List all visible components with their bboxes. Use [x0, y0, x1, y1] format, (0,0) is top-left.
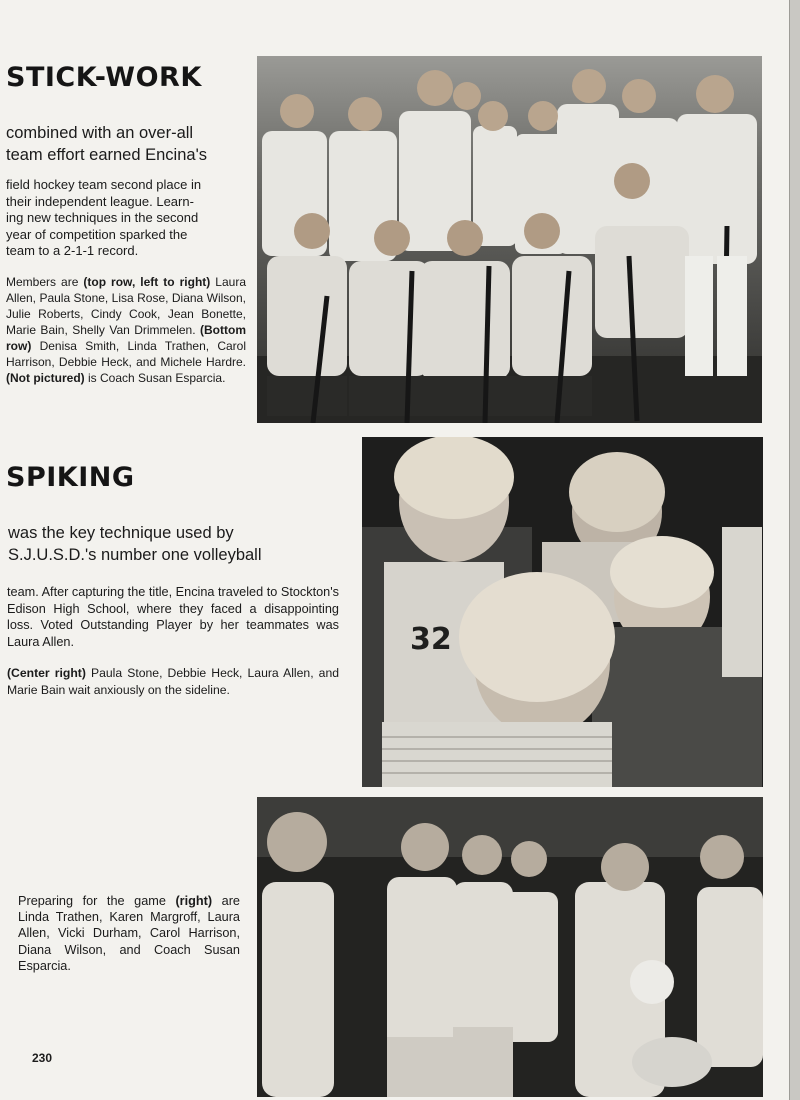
- members-top-row-names: Laura Allen, Paula Stone, Lisa Rose, Diana Wilson, Julie Roberts, Cindy Cook, Jean Bonette, Marie Bain, Shelly Van Drimmelen.: [6, 275, 246, 337]
- spiking-headline: SPIKING: [6, 462, 135, 493]
- spiking-lead-line1: was the key technique used by: [8, 524, 234, 542]
- page-edge: [790, 0, 800, 1100]
- stickwork-body: [6, 177, 241, 260]
- game-preparation-photo: [257, 797, 763, 1097]
- preparing-label: (right): [175, 894, 213, 908]
- spiking-caption: [7, 665, 339, 698]
- stickwork-body-line: ing new techniques in the second: [6, 210, 199, 226]
- spiking-lead: [8, 522, 262, 566]
- members-top-row-label: (top row, left to right): [83, 275, 211, 289]
- members-bottom-row-label: (Bottom row): [6, 323, 246, 353]
- spiking-body: team. After capturing the title, Encina traveled to Stockton's Edison High School, where they faced a disappointing loss. Voted Outstanding Player by her teammates was Laura Allen.: [7, 585, 339, 649]
- spiking-caption-label: (Center right): [7, 666, 86, 680]
- preparing-caption: [18, 893, 240, 974]
- volleyball-sideline-photo: [362, 437, 763, 787]
- stickwork-body-line: field hockey team second place in: [6, 177, 202, 192]
- stickwork-lead-line1: combined with an over-all: [6, 124, 194, 142]
- field-hockey-team-photo: [257, 56, 762, 423]
- page-number: 230: [32, 1051, 53, 1065]
- stickwork-lead-line2: team effort earned Encina's: [6, 146, 207, 164]
- jersey-number: 32: [410, 622, 452, 657]
- members-not-pictured-label: (Not pictured): [6, 371, 85, 385]
- stickwork-lead: [6, 122, 207, 166]
- preparing-intro: Preparing for the game: [18, 894, 166, 908]
- members-not-pictured-names: is Coach Susan Esparcia.: [88, 371, 226, 385]
- stickwork-body-line: year of competition sparked the: [6, 226, 188, 242]
- stickwork-headline: STICK-WORK: [6, 62, 202, 93]
- spiking-lead-line2: S.J.U.S.D.'s number one volleyball: [8, 546, 262, 564]
- stickwork-members-caption: [6, 274, 246, 386]
- preparing-names: are Linda Trathen, Karen Margroff, Laura Allen, Vicki Durham, Carol Harrison, Diana Wilson, and Coach Susan Esparcia.: [18, 894, 240, 973]
- spiking-caption-names: Paula Stone, Debbie Heck, Laura Allen, and Marie Bain wait anxiously on the sideline.: [7, 666, 339, 697]
- members-intro: Members are: [6, 275, 79, 289]
- stickwork-body-line: team to a 2-1-1 record.: [6, 243, 139, 259]
- members-bottom-row-names: Denisa Smith, Linda Trathen, Carol Harrison, Debbie Heck, and Michele Hardre.: [6, 339, 246, 369]
- stickwork-body-line: their independent league. Learn-: [6, 193, 194, 209]
